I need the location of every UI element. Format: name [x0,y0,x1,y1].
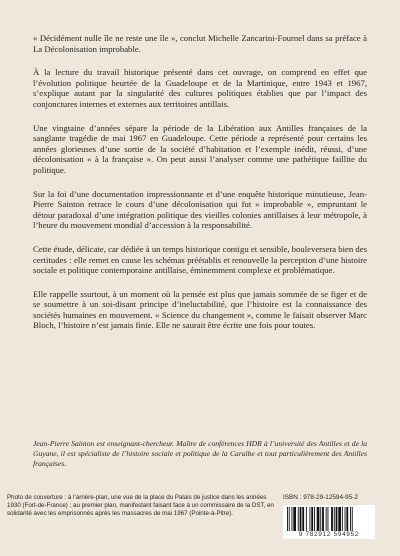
footer [0,484,400,556]
isbn-label: ISBN : 978-29-12594-95-2 [283,494,358,501]
paragraph-documentation: Sur la foi d’une documentation impressionnante et d’une enquête historique minutieuse, Jean-Pierre Sainton retrace le cours d’une décolonisation qui fut « improbable », empruntant le détour paradoxal d’une intégration politique des vieilles colonies antillaises à leur métropole, à l’heure du mouvement mondial d’accession à la responsabilité. [33,188,367,231]
photo-credit: Photo de couverture : à l’arrière-plan, une vue de la place du Palais de justice dans les années 1930 (Fort-de-France) ; au premier plan, manifestant faisant face à un commissaire de la DST, en solidarité avec les emprisonnés après les massacres de mai 1967 (Pointe-à-Pitre). [7,494,274,518]
barcode-bars [286,507,372,531]
paragraph-quote: « Décidément nulle île ne reste une île », conclut Michelle Zancarini-Fournel dans sa préface à La Décolonisation improbable. [33,33,367,54]
author-bio: Jean-Pierre Sainton est enseignant-chercheur. Maître de conférences HDR à l’université des Antilles et de la Guyane, il est spécialiste de l’histoire sociale et politique de la Caraïbe et tout particulièrement des Antilles françaises. [33,439,367,468]
paragraph-study: Cette étude, délicate, car dédiée à un temps historique contigu et sensible, bouleversera bien des certitudes : elle remet en cause les schémas préétablis et renouvelle la perception d’une histoire sociale et politique contemporaine antillaise, éminemment complexe et problématique. [33,243,367,276]
paragraph-intro: À la lecture du travail historique présenté dans cet ouvrage, on comprend en effet que l’évolution politique heurtée de la Guadeloupe et de la Martinique, entre 1943 et 1967, s’explique autant par la singularité des cultures politiques établies que par l’impact des conjonctures internes et externes aux territoires antillais. [33,67,367,109]
barcode-digits: 9 782912 594952 [298,531,360,538]
paragraph-period: Une vingtaine d’années sépare la période de la Libération aux Antilles françaises de la sanglante tragédie de mai 1967 en Guadeloupe. Cette période a représenté pour certains les années glorieuses d’une sortie de la société d’habitation et l’exemple inédit, réussi, d’une décolonisation « à la française ». On peut aussi l’analyser comme une pathétique faillite du politique. [33,122,367,175]
paragraph-conclusion: Elle rappelle ssurtout, à un moment où la pensée est plus que jamais sommée de se figer et de se soumettre à un soi-disant principe d’ineluctabilité, que l’histoire est la connaissance des sociétés humaines en mouvement. « Science du changement », comme le faisait observer Marc Bloch, l’histoire n’est jamais finie. Elle ne saurait être écrite une fois pour toutes. [33,288,367,331]
barcode [283,505,375,539]
